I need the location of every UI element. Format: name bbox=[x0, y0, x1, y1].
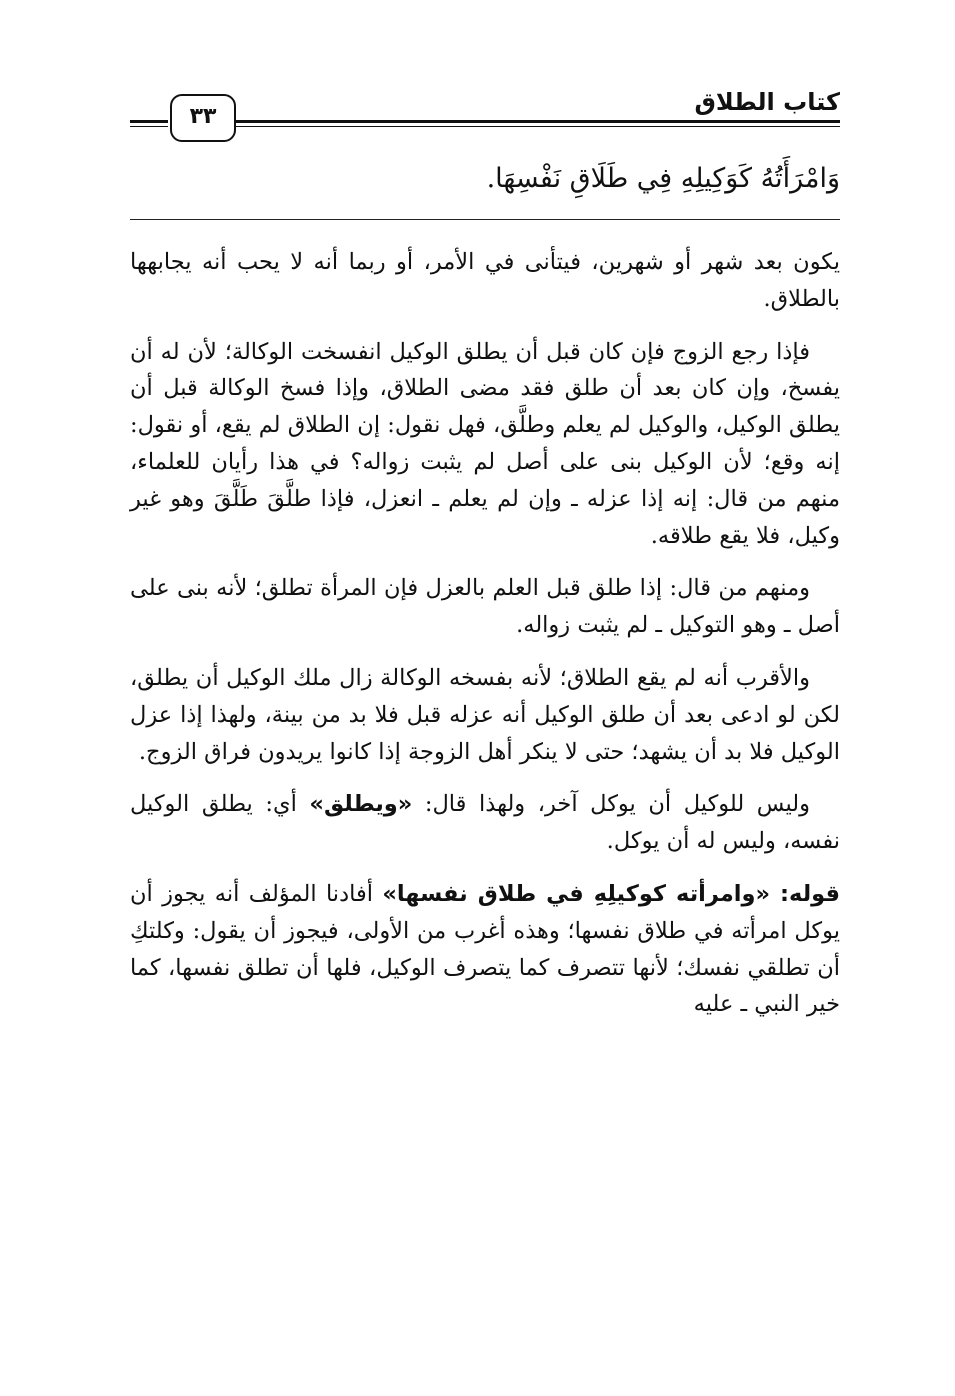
paragraph: ومنهم من قال: إذا طلق قبل العلم بالعزل فإن المرأة تطلق؛ لأنه بنى على أصل ـ وهو التوكيل ـ لم يثبت زواله. bbox=[130, 575, 840, 639]
paragraph-text: وليس للوكيل أن يوكل آخر، ولهذا قال: bbox=[412, 791, 810, 818]
running-header bbox=[130, 88, 840, 144]
page-number: ٣٣ bbox=[170, 94, 236, 142]
paragraph: والأقرب أنه لم يقع الطلاق؛ لأنه بفسخه الوكالة زال ملك الوكيل أن يطلق، لكن لو ادعى بعد أن طلق الوكيل أنه عزله قبل فلا بد من بينة، ولهذا إذا عزل الوكيل فلا بد أن يشهد؛ حتى لا ينكر أهل الزوجة إذا كانوا يريدون فراق الزوج. bbox=[130, 664, 840, 765]
header-rule bbox=[236, 126, 840, 127]
header-rule bbox=[130, 126, 168, 127]
paragraph bbox=[130, 876, 840, 1023]
matn-text: وَامْرَأَتُهُ كَوَكِيلِهِ فِي طَلَاقِ نَفْسِهَا. bbox=[486, 163, 840, 194]
paragraph: فإذا رجع الزوج فإن كان قبل أن يطلق الوكيل انفسخت الوكالة؛ لأن له أن يفسخ، وإن كان بعد أن طلق فقد مضى الطلاق، وإذا فسخ الوكالة قبل أن يطلق الوكيل، والوكيل لم يعلم وطلَّق، فهل نقول: إن الطلاق لم يقع، أو نقول: إنه وقع؛ لأن الوكيل بنى على أصل لم يثبت زواله؟ في هذا رأيان للعلماء، منهم من قال: إنه إذا عزله ـ وإن لم يعلم ـ انعزل، فإذا طلَّقَ طَلَّقَ وهو غير وكيل، فلا يقع طلاقه. bbox=[130, 338, 840, 549]
paragraph-text: أفادنا المؤلف أنه يجوز أن يوكل امرأته في طلاق نفسها؛ وهذه أغرب من الأولى، فيجوز أن يقول: وكلتكِ أن تطلقي نفسك؛ لأنها تتصرف كما يتصرف الوكيل، فلها أن تطلق نفسها، كما خير النبي ـ عليه bbox=[130, 880, 840, 1018]
quoted-term: «ويطلق» bbox=[309, 791, 413, 818]
paragraph: يكون بعد شهر أو شهرين، فيتأنى في الأمر، أو ربما أنه لا يحب أنه يجابهها بالطلاق. bbox=[130, 249, 840, 312]
commentary-body bbox=[130, 244, 840, 1039]
quoted-matn: قوله: «وامرأته كوكيلِهِ في طلاق نفسها» bbox=[382, 880, 840, 907]
chapter-title: كتاب الطلاق bbox=[694, 88, 840, 116]
paragraph bbox=[130, 786, 840, 860]
header-rule bbox=[236, 120, 840, 123]
paragraph-text: أي: يطلق الوكيل نفسه، وليس له أن يوكل. bbox=[130, 791, 840, 855]
matn-separator bbox=[130, 219, 840, 220]
header-rule bbox=[130, 120, 168, 123]
